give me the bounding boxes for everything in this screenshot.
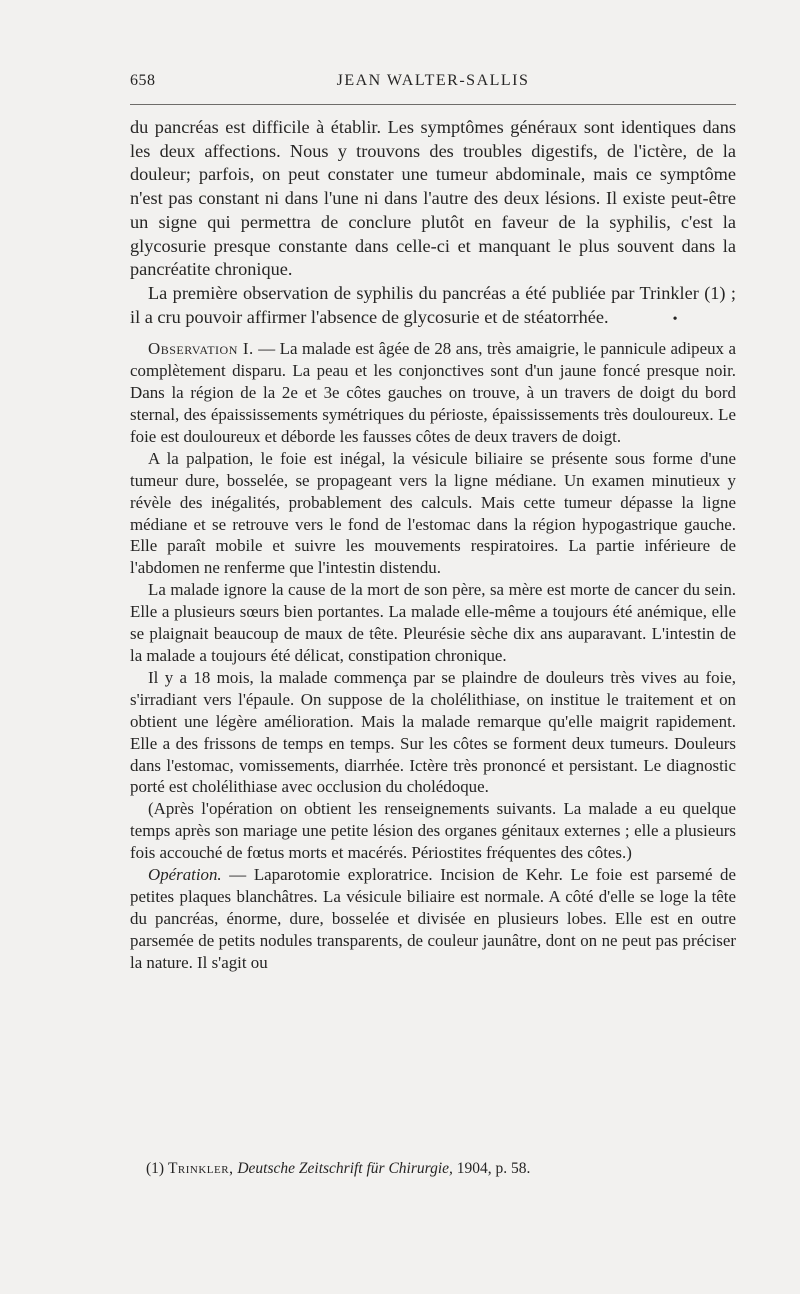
operation-label: Opération. xyxy=(148,865,222,885)
paragraph-first-observation xyxy=(130,282,736,331)
observation-label: Observation I. xyxy=(148,339,254,359)
operation-text: Laparotomie exploratrice. Incision de Kehr. Le foie est parsemé de petites plaques blanchâtres. La vésicule biliaire est normale. A côté d'elle se loge la tête du pancréas, énorme, dure, bosselée et divisée en plusieurs lobes. Elle est en outre parsemée de petits nodules transparents, de couleur jaunâtre, dont on ne peut pas préciser la nature. Il s'agit ou xyxy=(130,865,737,972)
post-op-info-paragraph: (Après l'opération on obtient les renseignements suivants. La malade a eu quelque temps après son mariage une petite lésion des organes génitaux externes ; elle a plusieurs fois accouché de fœtus morts et macérés. Périostites fréquentes des côtes.) xyxy=(130,799,736,863)
palpation-paragraph: A la palpation, le foie est inégal, la vésicule biliaire se présente sous forme d'une tumeur dure, bosselée, se propageant vers la ligne médiane. Un examen minutieux y révèle des inégalités, probablement des calculs. Mais cette tumeur dépasse la ligne médiane et se retrouve vers le fond de l'estomac dans la région hypogastrique gauche. Elle paraît mobile et suivre les mouvements respiratoires. La partie inférieure de l'abdomen ne renferme que l'intestin distendu. xyxy=(130,448,736,578)
observation-text: La malade est âgée de 28 ans, très amaigrie, le pannicule adipeux a complètement disparu. La peau et les conjonctives sont d'un jaune foncé presque noir. Dans la région de la 2e et 3e côtes gauches on trouve, à un travers de doigt du bord sternal, des épaississements symétriques du périoste, épaississements très douloureux. Le foie est douloureux et déborde les fausses côtes de deux travers de doigt. xyxy=(130,339,737,446)
footnote-title: Deutsche Zeitschrift für Chirurgie, xyxy=(233,1160,453,1177)
observation-dash: — xyxy=(253,339,280,359)
footnote-author: Trinkler, xyxy=(167,1160,234,1177)
observation-paragraph xyxy=(130,338,736,448)
running-head: JEAN WALTER-SALLIS xyxy=(336,72,530,89)
paragraph-continuation: du pancréas est difficile à établir. Les symptômes généraux sont identiques dans les deux affections. Nous y trouvons des troubles digestifs, de l'ictère, de la douleur; parfois, on peut constater une tumeur abdominale, mais ce symptôme n'est pas constant ni dans l'une ni dans l'autre des deux lésions. Il existe peut-être un signe qui permettra de conclure plutôt en faveur de la syphilis, c'est la glycosurie presque constante dans celle-ci et manquant le plus souvent dans la pancréatite chronique. xyxy=(130,117,736,280)
operation-paragraph xyxy=(130,864,736,974)
footnote-marker: (1) xyxy=(146,1160,168,1177)
onset-paragraph: Il y a 18 mois, la malade commença par se plaindre de douleurs très vives au foie, s'irradiant vers l'épaule. On suppose de la cholélithiase, on institue le traitement et on obtient une légère amélioration. Mais la malade remarque qu'elle maigrit rapidement. Elle a des frissons de temps en temps. Sur les côtes se forment deux tumeurs. Douleurs dans l'estomac, vomissements, diarrhée. Ictère très prononcé et persistant. Le diagnostic porté est cholélithiase avec occlusion du cholédoque. xyxy=(130,667,736,797)
page-number: 658 xyxy=(130,72,156,89)
footnote-citation: 1904, p. 58. xyxy=(452,1160,531,1177)
paragraph-first-observation-text: La première observation de syphilis du pancréas a été publiée par Trinkler (1) ; il a cru pouvoir affirmer l'absence de glycosurie et de stéatorrhée. xyxy=(130,282,736,327)
stray-mark: • xyxy=(672,311,678,327)
operation-dash: — xyxy=(221,865,254,885)
main-text xyxy=(130,116,736,974)
history-paragraph: La malade ignore la cause de la mort de son père, sa mère est morte de cancer du sein. Elle a plusieurs sœurs bien portantes. La malade elle-même a toujours été anémique, elle se plaignait beaucoup de maux de tête. Pleurésie sèche dix ans auparavant. L'intestin de la malade a toujours été délicat, constipation chronique. xyxy=(130,580,736,666)
page-header xyxy=(130,72,736,96)
footnote xyxy=(146,1159,736,1179)
header-rule xyxy=(130,104,736,105)
